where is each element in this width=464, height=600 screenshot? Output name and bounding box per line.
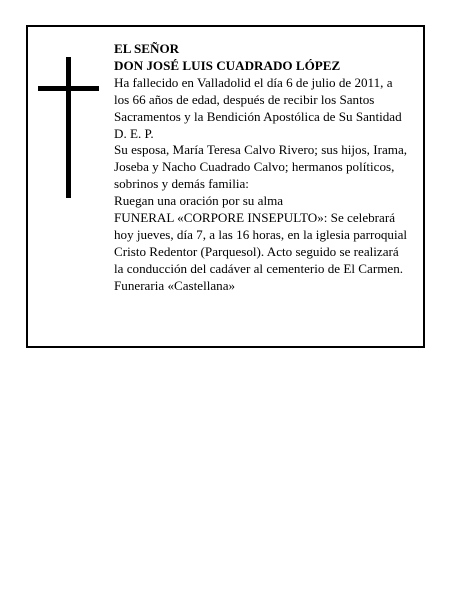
cross-vertical-bar (66, 57, 71, 198)
body-line: Ha fallecido en Valladolid el día 6 de julio de 2011, a (114, 74, 393, 90)
body-line: hoy jueves, día 7, a las 16 horas, en la iglesia parroquial (114, 226, 408, 242)
body-line: Cristo Redentor (Parquesol). Acto seguido se realizará (114, 243, 399, 259)
body-line: Su esposa, María Teresa Calvo Rivero; sus hijos, Irama, (114, 142, 408, 158)
body-line: Sacramentos y la Bendición Apostólica de Su Santidad (114, 108, 402, 124)
heading-title: EL SEÑOR (114, 41, 180, 56)
body-line: los 66 años de edad, después de recibir los Santos (114, 91, 375, 107)
obituary-text (114, 41, 426, 295)
body-line: sobrinos y demás familia: (114, 176, 249, 192)
body-line: Funeraria «Castellana» (114, 277, 236, 293)
body-line: la conducción del cadáver al cementerio de El Carmen. (114, 260, 404, 276)
body-line: D. E. P. (114, 125, 154, 141)
body-line: FUNERAL «CORPORE INSEPULTO»: Se celebrará (114, 210, 396, 226)
body-line: Joseba y Nacho Cuadrado Calvo; hermanos políticos, (114, 159, 395, 175)
obituary-notice (26, 25, 425, 348)
cross-horizontal-bar (38, 86, 99, 91)
deceased-name: DON JOSÉ LUIS CUADRADO LÓPEZ (114, 57, 341, 73)
body-line: Ruegan una oración por su alma (114, 193, 284, 209)
